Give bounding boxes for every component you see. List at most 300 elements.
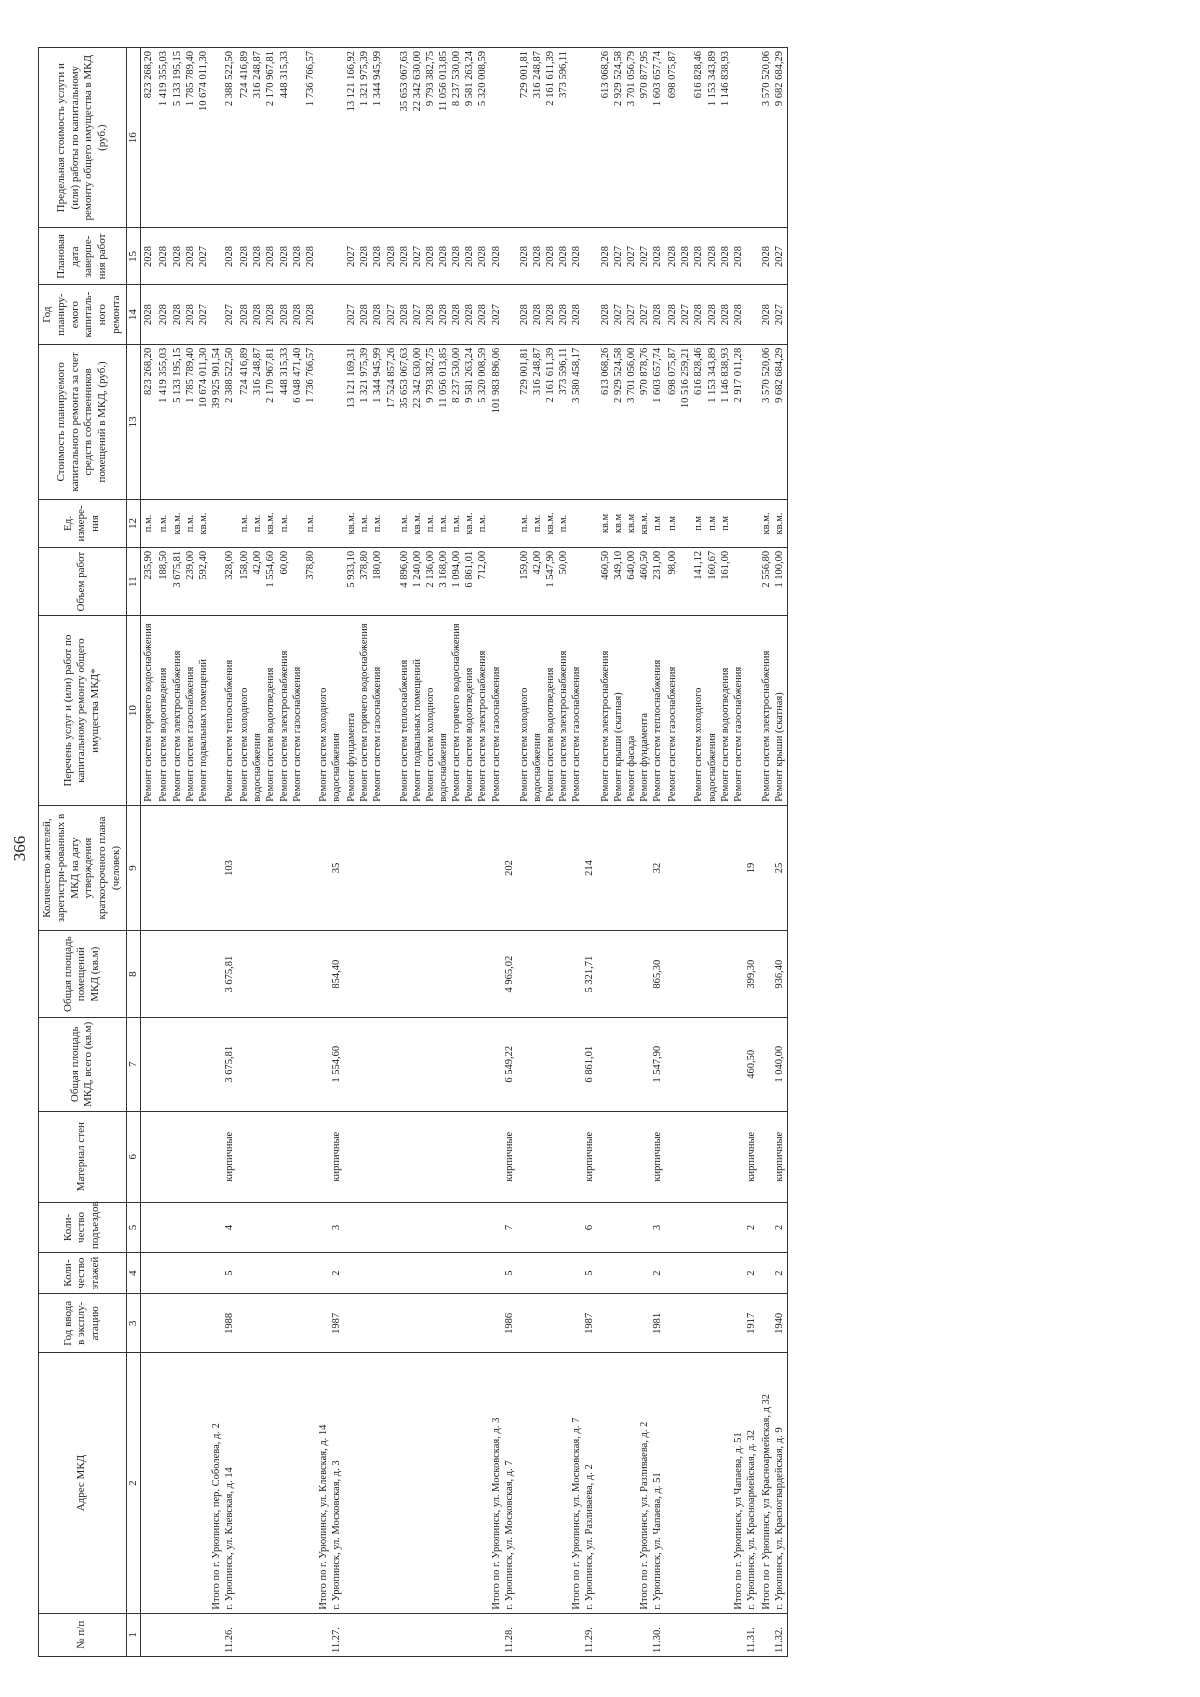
work-unit: кв.м. xyxy=(411,512,423,535)
row-number: 11.28. xyxy=(503,1627,515,1653)
year-built: 1917 xyxy=(745,1312,757,1334)
work-name-cell xyxy=(598,616,666,805)
work-year: 2027 xyxy=(680,304,692,326)
work-limit: 5 320 008,59 xyxy=(477,51,489,107)
work-cost-cell xyxy=(517,344,598,499)
work-limit-cell xyxy=(759,48,788,228)
address-cell xyxy=(517,1353,598,1613)
work-volume: 161,00 xyxy=(719,550,731,580)
work-limit: 448 315,33 xyxy=(278,51,290,99)
work-limit: 1 785 789,40 xyxy=(184,51,196,107)
year-built-cell xyxy=(156,1294,237,1353)
work-year: 2028 xyxy=(398,304,410,326)
work-cost: 10 674 011,30 xyxy=(197,347,209,408)
work-volume: 460,50 xyxy=(599,550,611,580)
work-volume-cell xyxy=(759,547,788,615)
work-limit-cell xyxy=(598,48,666,228)
work-unit-cell xyxy=(344,499,517,547)
col-header: № п/п xyxy=(39,1613,127,1656)
work-cost: 1 736 766,57 xyxy=(304,347,316,403)
work-unit: кв.м xyxy=(599,513,611,534)
work-unit-cell xyxy=(156,499,237,547)
work-limit: 5 133 195,15 xyxy=(171,51,183,107)
work-end: 2028 xyxy=(385,245,397,267)
work-cost: 17 524 857,26 xyxy=(385,347,397,409)
work-limit: 2 929 524,58 xyxy=(612,51,624,107)
work-name: Ремонт крыши (скатная) xyxy=(612,692,624,802)
work-end: 2028 xyxy=(438,245,449,267)
work-unit: п.м xyxy=(719,516,731,531)
work-end-cell xyxy=(665,228,759,285)
row-number-cell xyxy=(344,1613,517,1656)
floors xyxy=(142,1256,155,1290)
row-number: 11.29. xyxy=(584,1627,596,1653)
work-cost: 13 121 169,31 xyxy=(346,347,358,409)
work-unit: п.м xyxy=(652,516,663,531)
area-total: 6 861,01 xyxy=(584,1045,596,1083)
work-limit: 10 674 011,30 xyxy=(197,51,209,111)
area-total-cell xyxy=(665,1018,759,1112)
wall-material-cell xyxy=(665,1111,759,1202)
work-limit xyxy=(679,51,692,224)
work-end: 2028 xyxy=(545,245,556,267)
work-end-cell xyxy=(237,228,344,285)
table-row xyxy=(141,48,157,1657)
work-name: Ремонт подвальных помещений xyxy=(411,659,423,802)
work-cost: 2 917 011,28 xyxy=(732,347,744,403)
work-limit: 1 736 766,57 xyxy=(304,51,316,107)
work-volume: 1 240,00 xyxy=(411,550,423,588)
wall-material: кирпичные xyxy=(774,1131,786,1182)
work-limit-cell xyxy=(237,48,344,228)
work-cost: 729 001,81 xyxy=(518,347,530,396)
entrances-cell xyxy=(237,1202,344,1252)
work-name: Ремонт систем водоотведения xyxy=(719,667,731,802)
year-built-cell xyxy=(237,1294,344,1353)
work-year: 2028 xyxy=(531,304,543,326)
work-name: Ремонт систем электроснабжения xyxy=(761,650,772,802)
work-year: 2028 xyxy=(291,304,303,326)
col-number: 15 xyxy=(126,228,141,285)
area-total-cell xyxy=(598,1018,666,1112)
work-end: 2027 xyxy=(346,245,358,267)
col-number: 4 xyxy=(126,1253,141,1294)
table-row xyxy=(517,48,598,1657)
area-total-cell xyxy=(237,1018,344,1112)
work-name: Ремонт систем водоотведения xyxy=(158,667,170,802)
col-number: 2 xyxy=(126,1353,141,1613)
work-unit: кв.м. xyxy=(761,512,772,535)
work-name-cell xyxy=(665,616,759,805)
work-end: 2028 xyxy=(372,245,384,267)
work-unit: п.м. xyxy=(143,514,155,533)
page-number: 366 xyxy=(10,835,29,862)
work-unit: кв.м. xyxy=(638,512,650,535)
work-end: 2028 xyxy=(252,245,264,267)
year-built: 1940 xyxy=(774,1312,786,1334)
work-cost: 970 878,76 xyxy=(638,347,650,396)
work-cost: 698 075,87 xyxy=(667,347,679,396)
year-built: 1981 xyxy=(652,1312,663,1334)
col-number: 10 xyxy=(126,616,141,805)
work-end: 2028 xyxy=(184,245,196,267)
year-built: 1987 xyxy=(331,1312,342,1334)
address-cell xyxy=(156,1353,237,1613)
work-limit: 35 653 067,63 xyxy=(398,51,410,112)
work-name: Ремонт систем теплоснабжения xyxy=(398,659,410,802)
work-volume: 328,00 xyxy=(224,550,235,580)
work-end-cell xyxy=(156,228,237,285)
work-name: Ремонт систем электроснабжения xyxy=(171,650,183,802)
work-end-cell xyxy=(517,228,598,285)
work-limit: 9 793 382,75 xyxy=(424,51,436,107)
work-unit-cell xyxy=(759,499,788,547)
work-unit: п.м. xyxy=(477,514,489,533)
work-name: Ремонт систем холодного водоснабжения xyxy=(317,687,342,802)
area-total: 1 547,90 xyxy=(652,1045,663,1083)
work-end: 2028 xyxy=(158,245,170,267)
entrances: 6 xyxy=(584,1224,596,1231)
area-rooms-cell xyxy=(759,931,788,1018)
work-end: 2028 xyxy=(706,245,718,267)
work-end: 2027 xyxy=(411,245,423,267)
work-name xyxy=(745,619,758,801)
year-built-cell xyxy=(517,1294,598,1353)
work-limit: 823 268,20 xyxy=(143,51,155,99)
floors-cell xyxy=(344,1253,517,1294)
work-limit: 970 877,95 xyxy=(638,51,650,99)
col-header: Перечень услуг и (или) работ по капитальному ремонту общего имущества МКД* xyxy=(39,616,127,805)
address-line: Итого по г. Урюпинск, ул. Разливаева, д. 2 xyxy=(638,1421,650,1610)
work-volume-cell xyxy=(344,547,517,615)
work-name xyxy=(503,619,516,801)
work-unit-cell xyxy=(237,499,344,547)
work-volume-cell xyxy=(517,547,598,615)
col-header: Материал стен xyxy=(39,1111,127,1202)
residents-cell xyxy=(598,805,666,931)
table-row xyxy=(665,48,759,1657)
floors-cell xyxy=(665,1253,759,1294)
work-end: 2028 xyxy=(693,245,705,267)
work-end: 2028 xyxy=(464,245,476,267)
address-line: г. Урюпинск, ул. Московская, д. 3 xyxy=(331,1460,342,1610)
area-rooms-cell xyxy=(141,931,157,1018)
work-unit: п.м. xyxy=(252,514,264,533)
residents: 32 xyxy=(652,862,663,874)
work-year: 2028 xyxy=(304,304,316,326)
work-volume: 378,80 xyxy=(304,550,316,580)
work-cost: 3 580 458,17 xyxy=(571,347,583,403)
year-built: 1987 xyxy=(584,1312,596,1334)
work-name: Ремонт систем теплоснабжения xyxy=(224,659,235,802)
work-unit: п.м xyxy=(706,516,718,531)
work-unit: п.м. xyxy=(398,514,410,533)
work-name xyxy=(304,619,317,801)
work-name: Ремонт фасада xyxy=(625,735,637,802)
work-cost: 1 321 975,39 xyxy=(359,347,371,403)
work-cost: 1 603 657,74 xyxy=(652,347,663,403)
entrances xyxy=(142,1206,155,1249)
work-year: 2028 xyxy=(719,304,731,326)
floors: 2 xyxy=(745,1270,757,1276)
floors: 2 xyxy=(774,1270,786,1276)
work-year xyxy=(210,288,223,340)
work-cost: 9 793 382,75 xyxy=(424,347,436,403)
work-volume: 6 861,01 xyxy=(464,550,476,588)
work-unit: кв.м. xyxy=(197,512,209,535)
wall-material: кирпичные xyxy=(224,1131,235,1182)
work-unit: кв.м xyxy=(625,513,637,534)
work-unit: п.м xyxy=(667,516,679,531)
work-name-cell xyxy=(759,616,788,805)
work-year: 2028 xyxy=(652,304,663,326)
col-header: Год ввода в эксплу-атацию xyxy=(39,1294,127,1353)
work-volume: 2 556,80 xyxy=(761,550,772,588)
residents: 202 xyxy=(503,860,515,876)
table-row xyxy=(156,48,237,1657)
wall-material: кирпичные xyxy=(503,1131,515,1182)
work-unit: п.м. xyxy=(558,514,570,533)
work-cost: 35 653 067,63 xyxy=(398,347,410,409)
work-year: 2028 xyxy=(761,304,772,326)
work-limit xyxy=(570,51,583,224)
area-total: 6 549,22 xyxy=(503,1045,515,1083)
work-volume: 158,00 xyxy=(239,550,251,580)
work-year: 2028 xyxy=(693,304,705,326)
work-end: 2028 xyxy=(761,245,772,267)
year-built-cell xyxy=(665,1294,759,1353)
year-built-cell xyxy=(141,1294,157,1353)
work-limit xyxy=(732,51,745,224)
residents-cell xyxy=(517,805,598,931)
work-volume: 42,00 xyxy=(531,550,543,575)
work-name: Ремонт систем газоснабжения xyxy=(732,666,744,802)
wall-material-cell xyxy=(759,1111,788,1202)
work-end: 2028 xyxy=(732,245,744,267)
work-year-cell xyxy=(759,285,788,344)
work-cost-cell xyxy=(759,344,788,499)
residents-cell xyxy=(237,805,344,931)
col-header: Общая площадь помещений МКД (кв.м) xyxy=(39,931,127,1018)
work-cost-cell xyxy=(665,344,759,499)
entrances: 7 xyxy=(503,1224,515,1231)
col-header: Ед. измере-ния xyxy=(39,499,127,547)
work-volume: 1 100,00 xyxy=(774,550,786,588)
work-end: 2027 xyxy=(774,245,786,267)
col-header: Плановая дата заверше-ния работ xyxy=(39,228,127,285)
address-line: г. Урюпинск, ул. Красноармейская, д. 32 xyxy=(745,1429,757,1610)
floors: 2 xyxy=(652,1270,663,1276)
work-unit xyxy=(210,503,223,544)
area-rooms: 854,40 xyxy=(331,959,342,989)
area-total xyxy=(142,1021,155,1108)
work-limit-cell xyxy=(344,48,517,228)
work-cost: 1 419 355,03 xyxy=(158,347,170,403)
work-cost: 823 268,20 xyxy=(143,347,155,396)
work-unit xyxy=(291,503,304,544)
col-number: 14 xyxy=(126,285,141,344)
work-volume xyxy=(385,551,398,612)
residents: 25 xyxy=(774,862,786,874)
col-number: 9 xyxy=(126,805,141,931)
year-built-cell xyxy=(598,1294,666,1353)
work-cost: 2 161 611,39 xyxy=(545,347,556,403)
work-end: 2028 xyxy=(239,245,251,267)
table-row xyxy=(344,48,517,1657)
work-volume: 349,10 xyxy=(612,550,624,580)
wall-material: кирпичные xyxy=(331,1131,342,1182)
work-limit: 1 321 975,39 xyxy=(359,51,371,107)
entrances-cell xyxy=(598,1202,666,1252)
work-cost-cell xyxy=(156,344,237,499)
work-volume-cell xyxy=(598,547,666,615)
entrances: 3 xyxy=(652,1224,663,1231)
work-cost: 22 342 630,00 xyxy=(411,347,423,409)
work-end: 2028 xyxy=(490,245,502,267)
work-volume-cell xyxy=(237,547,344,615)
work-unit: п.м. xyxy=(158,514,170,533)
address-line: Итого по г Урюпинск, ул Красноармейская, д 32 xyxy=(761,1393,772,1610)
work-unit: п.м. xyxy=(518,514,530,533)
work-volume: 239,00 xyxy=(184,550,196,580)
address-line: г. Урюпинск, ул. Разливаева, д. 2 xyxy=(584,1464,596,1610)
address-line: г. Урюпинск, ул. Красногвардейская, д. 9 xyxy=(774,1427,786,1610)
year-built-cell xyxy=(344,1294,517,1353)
work-end: 2028 xyxy=(359,245,371,267)
work-end: 2027 xyxy=(197,245,209,267)
work-name-cell xyxy=(517,616,598,805)
work-limit xyxy=(490,51,503,224)
work-volume: 3 168,00 xyxy=(438,550,449,588)
floors: 5 xyxy=(503,1270,515,1276)
col-header: Коли-чество этажей xyxy=(39,1253,127,1294)
address-line: Итого по г. Урюпинск, ул. Московская, д. 7 xyxy=(571,1417,583,1610)
work-unit-cell xyxy=(598,499,666,547)
work-end: 2028 xyxy=(424,245,436,267)
work-year: 2027 xyxy=(774,304,786,326)
row-number-cell xyxy=(759,1613,788,1656)
residents-cell xyxy=(759,805,788,931)
work-limit: 2 170 967,81 xyxy=(265,51,277,107)
work-volume: 592,40 xyxy=(197,550,209,580)
work-limit: 316 248,87 xyxy=(252,51,264,99)
work-name: Ремонт систем электроснабжения xyxy=(477,650,489,802)
work-year: 2028 xyxy=(278,304,290,326)
work-year: 2028 xyxy=(558,304,570,326)
col-header: Адрес МКД xyxy=(39,1353,127,1613)
floors-cell xyxy=(598,1253,666,1294)
work-volume xyxy=(679,551,692,612)
entrances: 4 xyxy=(224,1224,235,1231)
work-limit-cell xyxy=(665,48,759,228)
address-cell xyxy=(759,1353,788,1613)
work-cost: 1 146 838,93 xyxy=(719,347,731,403)
wall-material-cell xyxy=(237,1111,344,1202)
work-year: 2028 xyxy=(252,304,264,326)
work-unit: п.м. xyxy=(359,514,371,533)
work-year: 2027 xyxy=(346,304,358,326)
work-end: 2028 xyxy=(265,245,277,267)
work-volume: 180,00 xyxy=(372,550,384,580)
work-unit-cell xyxy=(665,499,759,547)
work-limit xyxy=(210,51,223,224)
address-cell xyxy=(237,1353,344,1613)
area-total-cell xyxy=(759,1018,788,1112)
col-number: 3 xyxy=(126,1294,141,1353)
work-unit xyxy=(385,503,398,544)
work-volume: 5 933,10 xyxy=(346,550,358,588)
wall-material: кирпичные xyxy=(745,1131,757,1182)
address-line: Итого по г. Урюпинск, ул. Клевская, д. 14 xyxy=(317,1424,329,1610)
year-built: 1986 xyxy=(503,1312,515,1334)
work-volume: 60,00 xyxy=(278,550,290,575)
work-cost: 6 048 471,40 xyxy=(291,347,303,403)
work-cost: 724 416,89 xyxy=(239,347,251,396)
residents-cell xyxy=(665,805,759,931)
work-end: 2028 xyxy=(599,245,611,267)
work-year-cell xyxy=(156,285,237,344)
work-year: 2028 xyxy=(372,304,384,326)
work-year-cell xyxy=(344,285,517,344)
work-unit: кв.м. xyxy=(171,512,183,535)
work-unit: кв.м. xyxy=(545,512,556,535)
col-number: 7 xyxy=(126,1018,141,1112)
work-year: 2028 xyxy=(239,304,251,326)
work-end: 2028 xyxy=(571,245,583,267)
row-number-cell xyxy=(237,1613,344,1656)
work-cost: 316 248,87 xyxy=(531,347,543,396)
work-name xyxy=(583,619,596,801)
wall-material-cell xyxy=(156,1111,237,1202)
work-limit xyxy=(385,51,398,224)
work-limit: 8 237 530,00 xyxy=(451,51,463,107)
work-volume: 712,00 xyxy=(477,550,489,580)
row-number-cell xyxy=(665,1613,759,1656)
wall-material: кирпичные xyxy=(652,1131,663,1182)
work-limit: 22 342 630,00 xyxy=(411,51,423,112)
work-unit: п.м. xyxy=(424,514,436,533)
work-volume-cell xyxy=(141,547,157,615)
work-name xyxy=(679,619,692,801)
work-name: Ремонт подвальных помещений xyxy=(197,659,209,802)
work-year: 2028 xyxy=(545,304,556,326)
work-limit: 1 344 945,99 xyxy=(372,51,384,107)
work-year-cell xyxy=(237,285,344,344)
work-end: 2027 xyxy=(638,245,650,267)
work-volume xyxy=(490,551,503,612)
area-total: 3 675,81 xyxy=(224,1045,235,1083)
work-cost: 3 570 520,06 xyxy=(761,347,772,403)
work-volume xyxy=(291,551,304,612)
work-end xyxy=(210,231,223,281)
work-limit-cell xyxy=(141,48,157,228)
work-volume: 160,67 xyxy=(706,550,718,580)
address-cell xyxy=(598,1353,666,1613)
area-rooms xyxy=(142,934,155,1014)
work-year: 2027 xyxy=(490,304,502,326)
row-number-cell xyxy=(517,1613,598,1656)
work-unit xyxy=(570,503,583,544)
work-unit: кв.м. xyxy=(464,512,476,535)
work-volume xyxy=(570,551,583,612)
work-name: Ремонт систем горячего водоснабжения xyxy=(359,623,371,802)
work-end: 2028 xyxy=(719,245,731,267)
work-limit: 729 001,81 xyxy=(518,51,530,99)
work-cost: 616 828,46 xyxy=(693,347,705,396)
table-row xyxy=(759,48,788,1657)
row-number: 11.31. xyxy=(745,1627,757,1653)
work-volume xyxy=(210,551,223,612)
